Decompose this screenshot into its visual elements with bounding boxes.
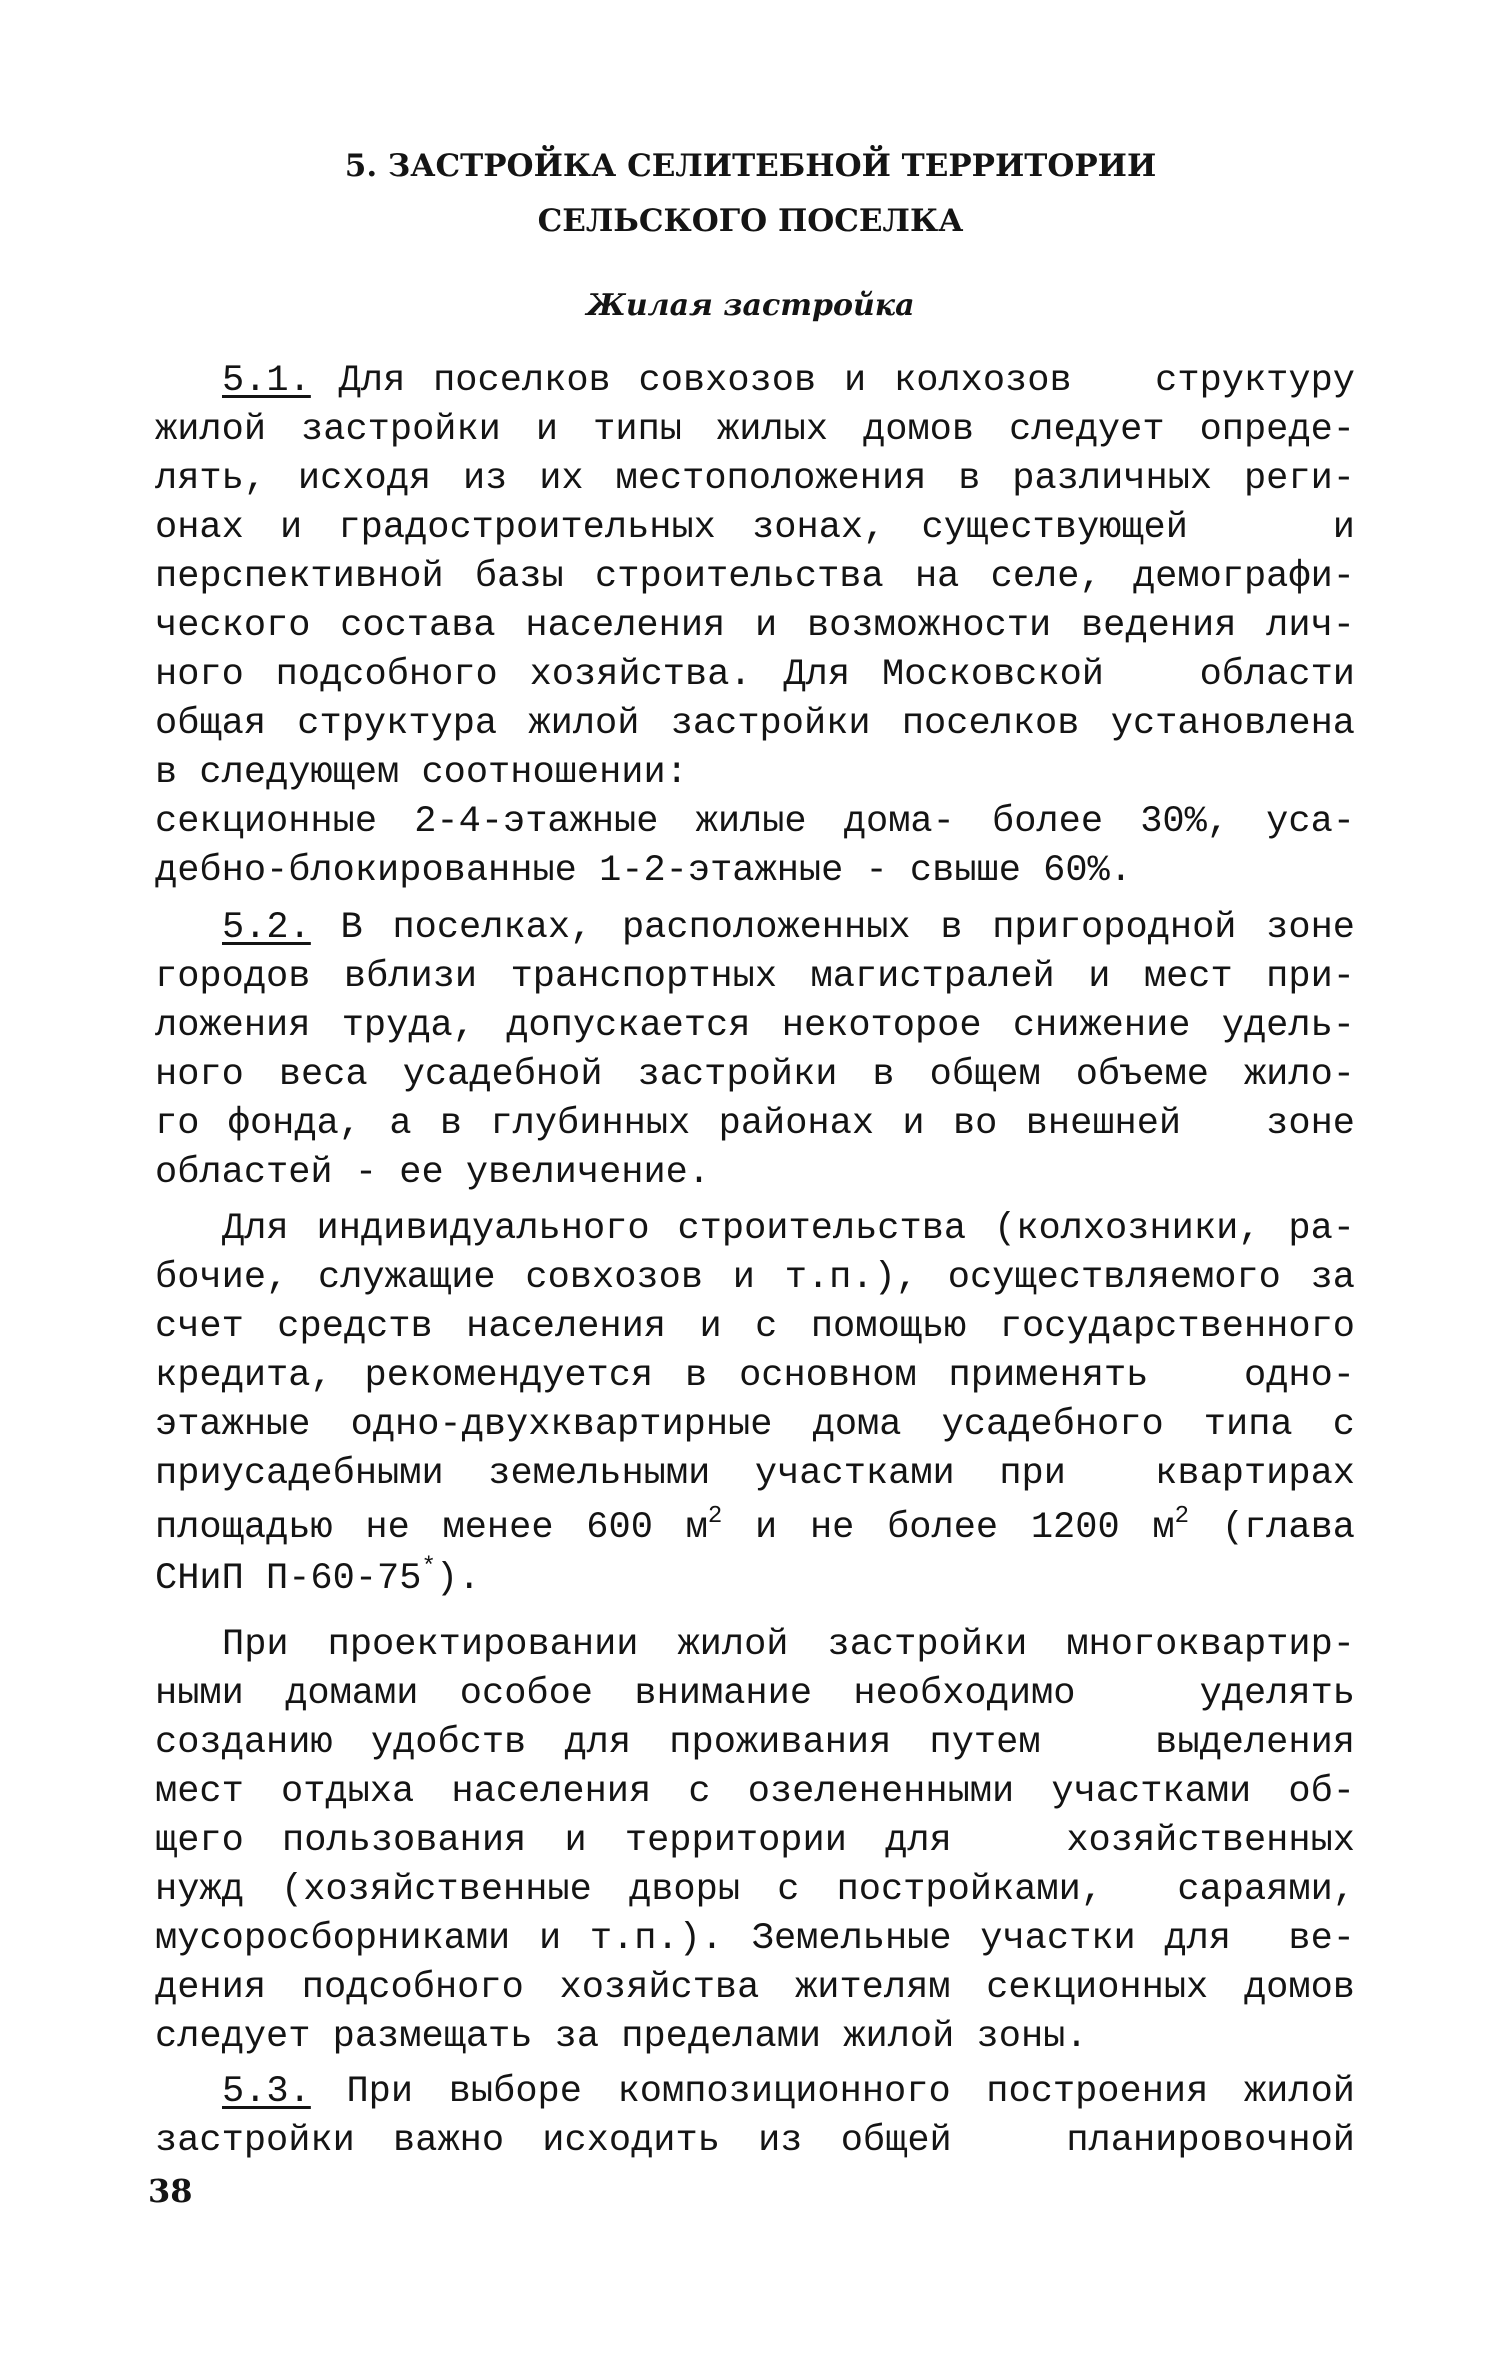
clause-number: 5.2. — [222, 907, 311, 949]
section-title-line-2: СЕЛЬСКОГО ПОСЕЛКА — [537, 203, 964, 239]
clause-number: 5.1. — [222, 360, 311, 402]
text-run: СНиП П-60-75 — [155, 1558, 422, 1600]
paragraph-3-line: счет средств населения и с помощью государственного — [155, 1306, 1355, 1348]
superscript: * — [421, 1553, 436, 1581]
text-run: площадью не менее 600 м — [155, 1507, 708, 1549]
paragraph-4-line: мест отдыха населения с озелененными участками об- — [155, 1771, 1355, 1813]
text-run: В поселках, расположенных в пригородной зоне — [310, 907, 1355, 949]
paragraph-5-2-line: го фонда, а в глубинных районах и во внешней зоне — [155, 1103, 1355, 1145]
paragraph-5-1-line: перспективной базы строительства на селе, демографи- — [155, 556, 1355, 598]
paragraph-5-2-line — [222, 904, 1355, 952]
paragraph-5-2-line: ного веса усадебной застройки в общем объеме жило- — [155, 1054, 1355, 1096]
paragraph-4-line: следует размещать за пределами жилой зоны. — [155, 2016, 1088, 2058]
paragraph-3-line: кредита, рекомендуется в основном применять одно- — [155, 1355, 1355, 1397]
paragraph-4-line: щего пользования и территории для хозяйственных — [155, 1820, 1355, 1862]
paragraph-5-1-line — [222, 357, 1355, 405]
paragraph-5-1-line: жилой застройки и типы жилых домов следует опреде- — [155, 409, 1355, 451]
paragraph-5-2-line: областей - ее увеличение. — [155, 1152, 711, 1194]
text-run: При выборе композиционного построения жилой — [310, 2071, 1355, 2113]
text-run: (глава — [1189, 1507, 1355, 1549]
superscript: 2 — [1174, 1502, 1190, 1530]
page-number: 38 — [148, 2172, 193, 2210]
superscript: 2 — [707, 1502, 723, 1530]
paragraph-3-line — [155, 1504, 1355, 1552]
paragraph-4-line: ными домами особое внимание необходимо уделять — [155, 1673, 1355, 1715]
paragraph-5-3-line — [222, 2068, 1355, 2116]
clause-number: 5.3. — [222, 2071, 311, 2113]
paragraph-4-line: дения подсобного хозяйства жителям секционных домов — [155, 1967, 1355, 2009]
paragraph-3-line — [155, 1555, 1355, 1603]
paragraph-3-line: бочие, служащие совхозов и т.п.), осуществляемого за — [155, 1257, 1355, 1299]
paragraph-5-1-line: общая структура жилой застройки поселков установлена — [155, 703, 1355, 745]
paragraph-5-2-line: ложения труда, допускается некоторое снижение удель- — [155, 1005, 1355, 1047]
paragraph-4-line: созданию удобств для проживания путем выделения — [155, 1722, 1355, 1764]
paragraph-5-1-line: дебно-блокированные 1-2-этажные - свыше 60%. — [155, 850, 1132, 892]
paragraph-5-1-line: секционные 2-4-этажные жилые дома- более 30%, уса- — [155, 801, 1355, 843]
subsection-title: Жилая застройка — [586, 288, 915, 323]
paragraph-4-line: При проектировании жилой застройки многоквартир- — [222, 1624, 1355, 1666]
paragraph-3-line: этажные одно-двухквартирные дома усадебного типа с — [155, 1404, 1355, 1446]
section-title-line-1: 5. ЗАСТРОЙКА СЕЛИТЕБНОЙ ТЕРРИТОРИИ — [344, 148, 1157, 184]
paragraph-5-1-line: ного подсобного хозяйства. Для Московской области — [155, 654, 1355, 696]
text-run: ). — [435, 1558, 481, 1600]
paragraph-5-1-line: в следующем соотношении: — [155, 752, 688, 794]
paragraph-4-line: нужд (хозяйственные дворы с постройками, сараями, — [155, 1869, 1355, 1911]
text-run: и не более 1200 м — [722, 1507, 1175, 1549]
paragraph-3-line: приусадебными земельными участками при квартирах — [155, 1453, 1355, 1495]
paragraph-5-1-line: лять, исходя из их местоположения в различных реги- — [155, 458, 1355, 500]
paragraph-5-1-line: ческого состава населения и возможности ведения лич- — [155, 605, 1355, 647]
text-run: Для поселков совхозов и колхозов структуру — [310, 360, 1355, 402]
paragraph-3-line: Для индивидуального строительства (колхозники, ра- — [222, 1208, 1355, 1250]
paragraph-5-2-line: городов вблизи транспортных магистралей и мест при- — [155, 956, 1355, 998]
paragraph-4-line: мусоросборниками и т.п.). Земельные участки для ве- — [155, 1918, 1355, 1960]
paragraph-5-3-line: застройки важно исходить из общей планировочной — [155, 2120, 1355, 2162]
paragraph-5-1-line: онах и градостроительных зонах, существующей и — [155, 507, 1355, 549]
